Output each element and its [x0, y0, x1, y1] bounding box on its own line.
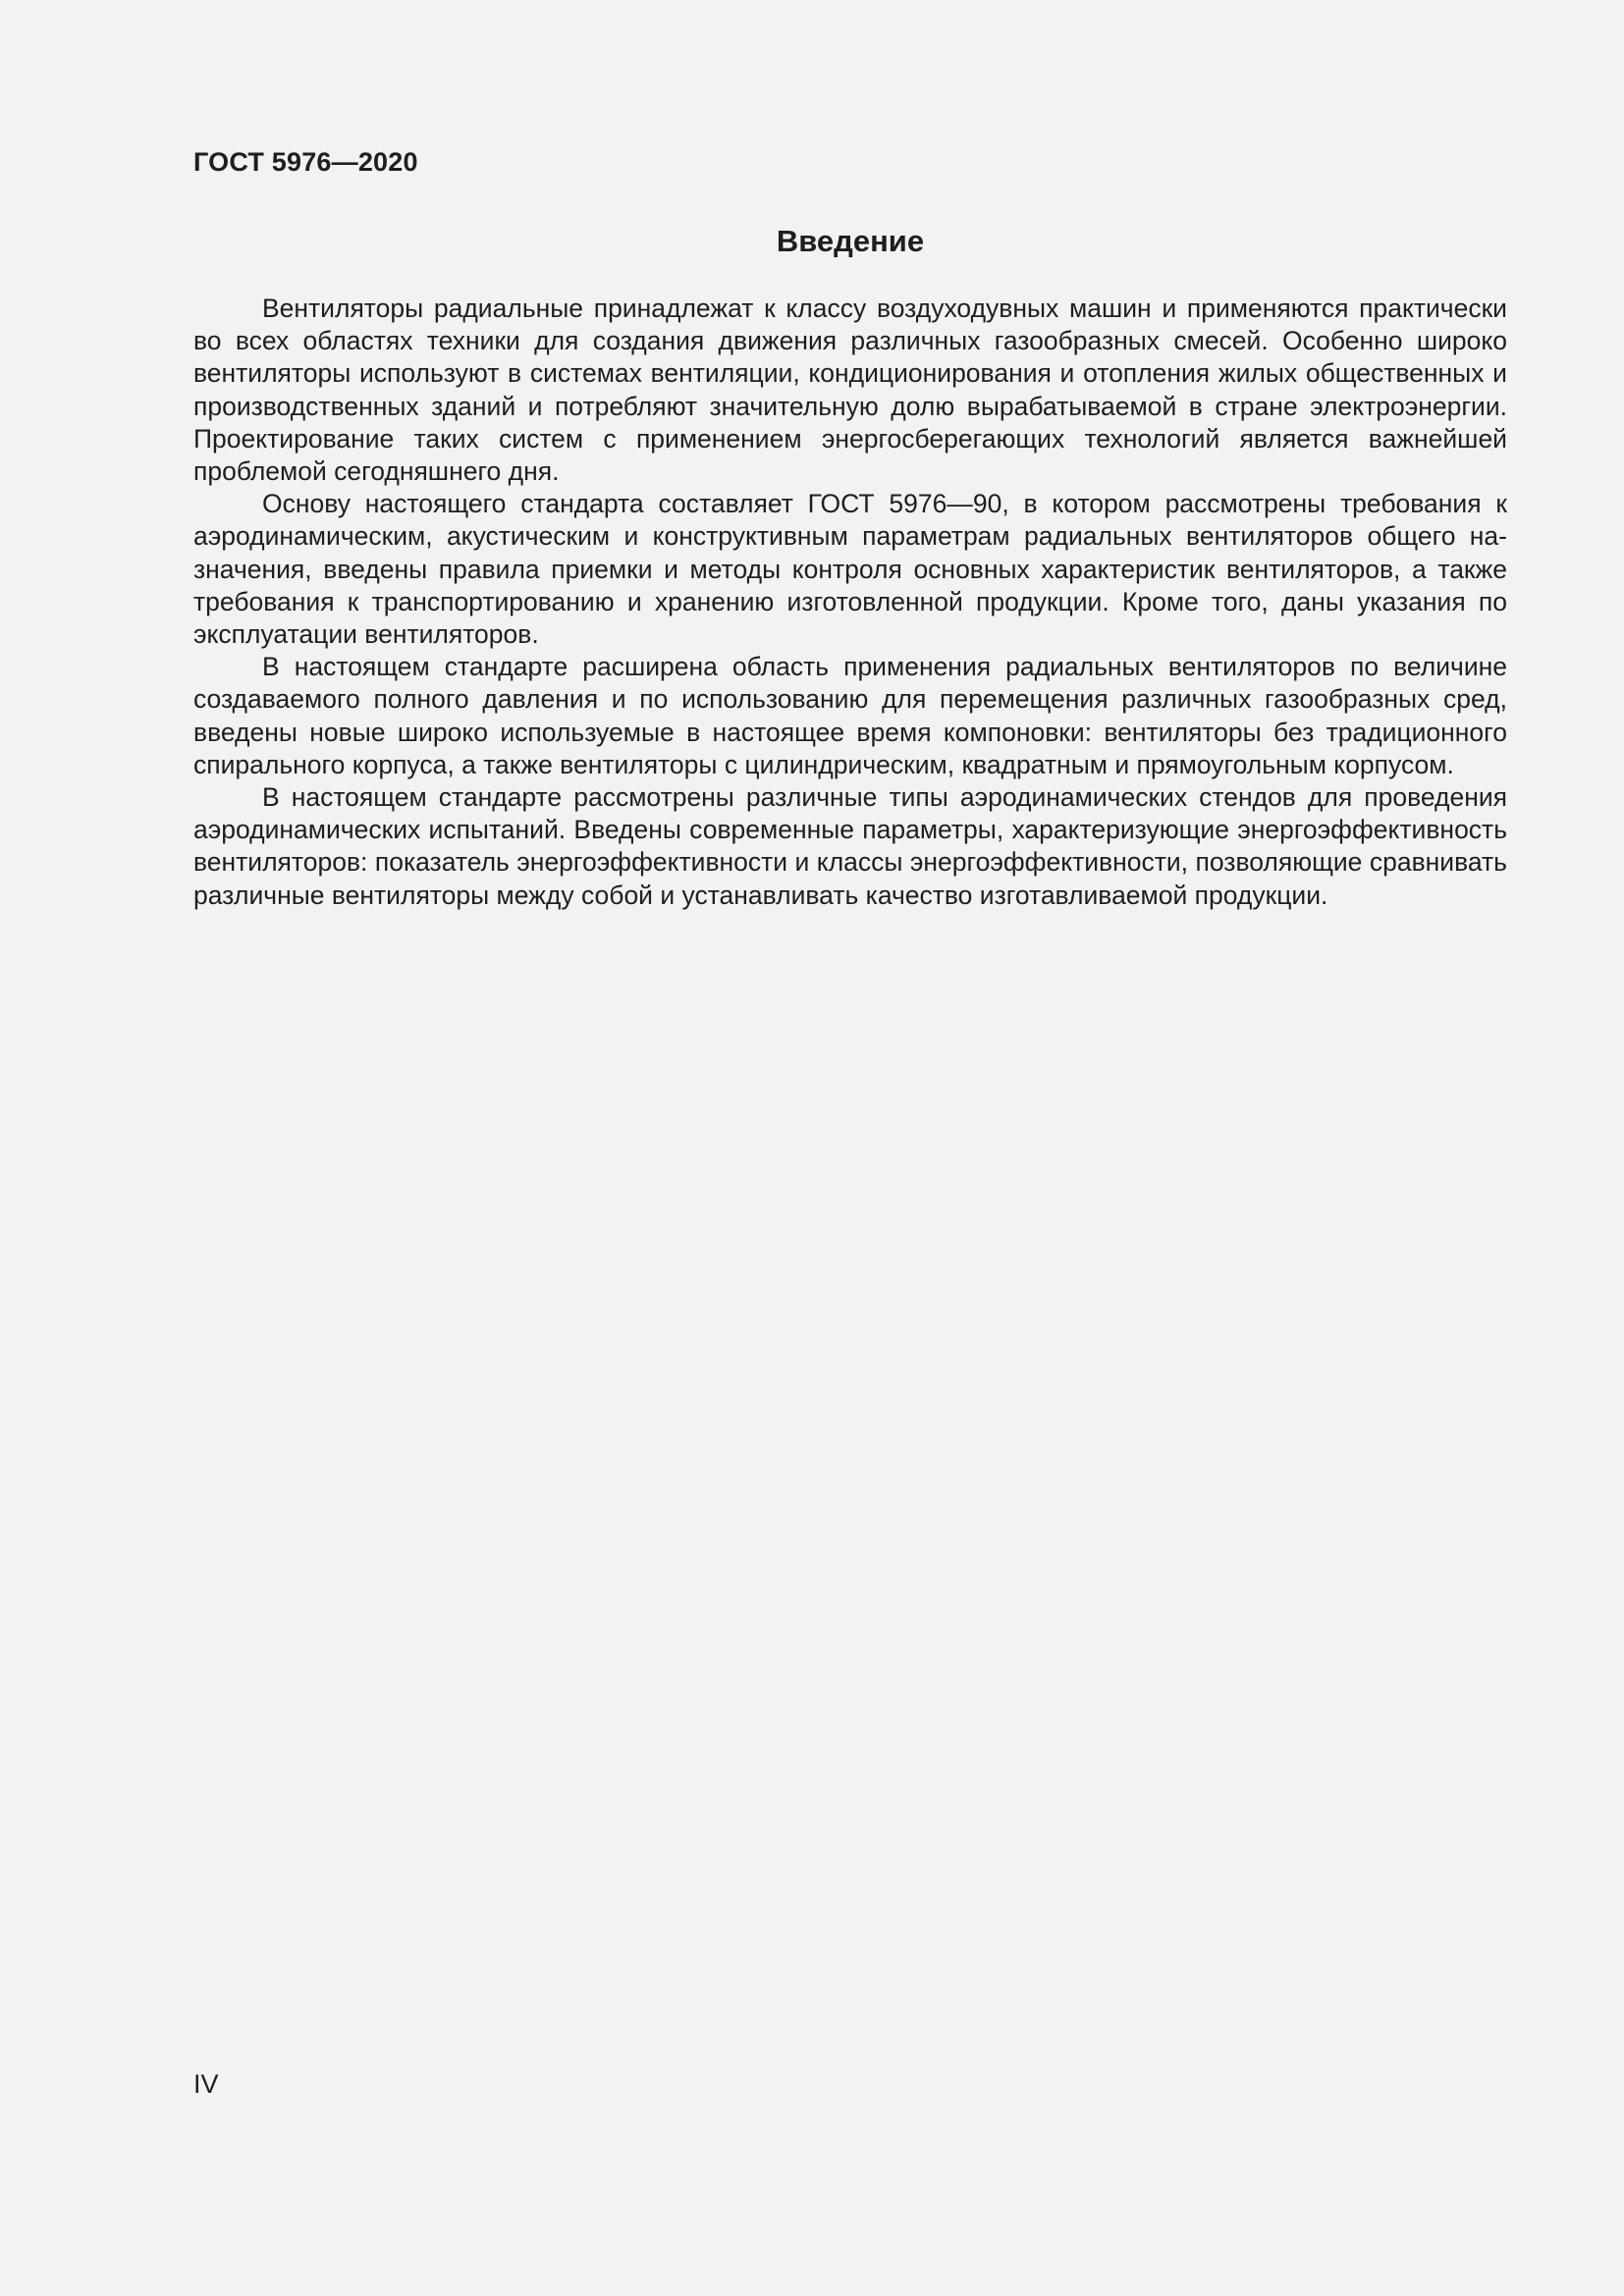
paragraph-2: Основу настоящего стандарта составляет ГОСТ 5976—90, в котором рассмотрены требования к аэродинамическим, акустическим и конструктивным параметрам радиальных вентиляторов общего назначения, введены правила приемки и методы контроля основных характеристик вентиляторов, а также требования к транспортированию и хранению изготовленной продукции. Кроме того, даны указания по эксплуатации вентиляторов.	[193, 489, 1507, 650]
section-title: Введение	[776, 224, 925, 258]
page-number: IV	[193, 2069, 219, 2099]
document-header: ГОСТ 5976—2020	[193, 147, 418, 177]
paragraph-4: В настоящем стандарте рассмотрены различные типы аэродинамических стендов для проведения аэродинамических испытаний. Введены современные параметры, характеризующие энергоэффективность вентиляторов: показатель энергоэффективности и классы энергоэффективности, позволяющие сравнивать различные вентиляторы между собой и устанавливать качество изготавливаемой продукции.	[193, 782, 1507, 910]
introduction-body	[193, 293, 1507, 912]
paragraph-1: Вентиляторы радиальные принадлежат к классу воздуходувных машин и применяются практически во всех областях техники для создания движения различных газообразных смесей. Особенно широко вентиляторы используют в системах вентиляции, кондиционирования и отопления жилых общественных и производственных зданий и потребляют значительную долю вырабатываемой в стране электроэнергии. Проектирование таких систем с применением энергосберегающих технологий является важнейшей проблемой сегодняшнего дня.	[193, 294, 1507, 487]
paragraph-3: В настоящем стандарте расширена область применения радиальных вентиляторов по величине создаваемого полного давления и по использованию для перемещения различных газообразных сред, введены новые широко используемые в настоящее время компоновки: вентиляторы без традиционного спирального корпуса, а также вентиляторы с цилиндрическим, квадратным и прямоугольным корпусом.	[193, 652, 1507, 779]
